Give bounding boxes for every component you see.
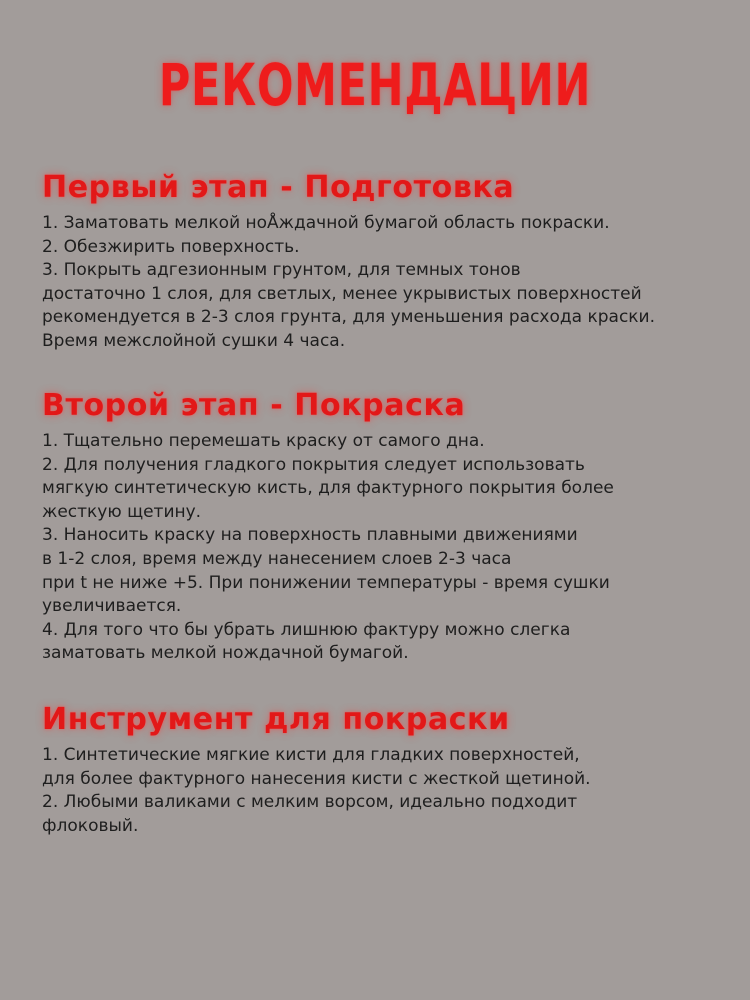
text-line: для более фактурного нанесения кисти с жесткой щетиной. (42, 768, 591, 789)
section-tools (42, 700, 722, 838)
text-line: достаточно 1 слоя, для светлых, менее укрывистых поверхностей (42, 283, 642, 304)
text-line: мягкую синтетическую кисть, для фактурного покрытия более (42, 478, 614, 499)
section-heading: Второй этап - Покраска (42, 388, 466, 423)
text-line: 1. Синтетические мягкие кисти для гладких поверхностей, (42, 745, 580, 765)
text-line: при t не ниже +5. При понижении температуры - время сушки (42, 572, 610, 593)
text-line: 2. Обезжирить поверхность. (42, 236, 300, 257)
section-preparation (42, 168, 722, 354)
section-body (42, 430, 722, 666)
text-line: 2. Для получения гладкого покрытия следует использовать (42, 454, 585, 475)
text-line: флоковый. (42, 815, 139, 836)
section-heading: Инструмент для покраски (42, 702, 510, 737)
text-line: 1. Тщательно перемешать краску от самого дна. (42, 431, 485, 451)
text-line: 3. Покрыть адгезионным грунтом, для темных тонов (42, 260, 521, 281)
section-body (42, 744, 722, 838)
text-line: 4. Для того что бы убрать лишнюю фактуру можно слегка (42, 619, 571, 640)
section-painting (42, 386, 722, 666)
text-line: увеличивается. (42, 596, 182, 617)
section-heading: Первый этап - Подготовка (42, 170, 515, 205)
text-line: в 1-2 слоя, время между нанесением слоев 2-3 часа (42, 548, 512, 569)
page-title: РЕКОМЕНДАЦИИ (158, 51, 592, 119)
text-line: Время межслойной сушки 4 часа. (42, 330, 346, 351)
section-body (42, 212, 722, 354)
text-line: 1. Заматовать мелкой ноÅждачной бумагой область покраски. (42, 213, 610, 233)
text-line: рекомендуется в 2-3 слоя грунта, для уменьшения расхода краски. (42, 307, 656, 328)
text-line: 2. Любыми валиками с мелким ворсом, идеально подходит (42, 792, 578, 813)
text-line: 3. Наносить краску на поверхность плавными движениями (42, 525, 578, 546)
text-line: жесткую щетину. (42, 501, 202, 522)
text-line: заматовать мелкой нождачной бумагой. (42, 643, 409, 664)
